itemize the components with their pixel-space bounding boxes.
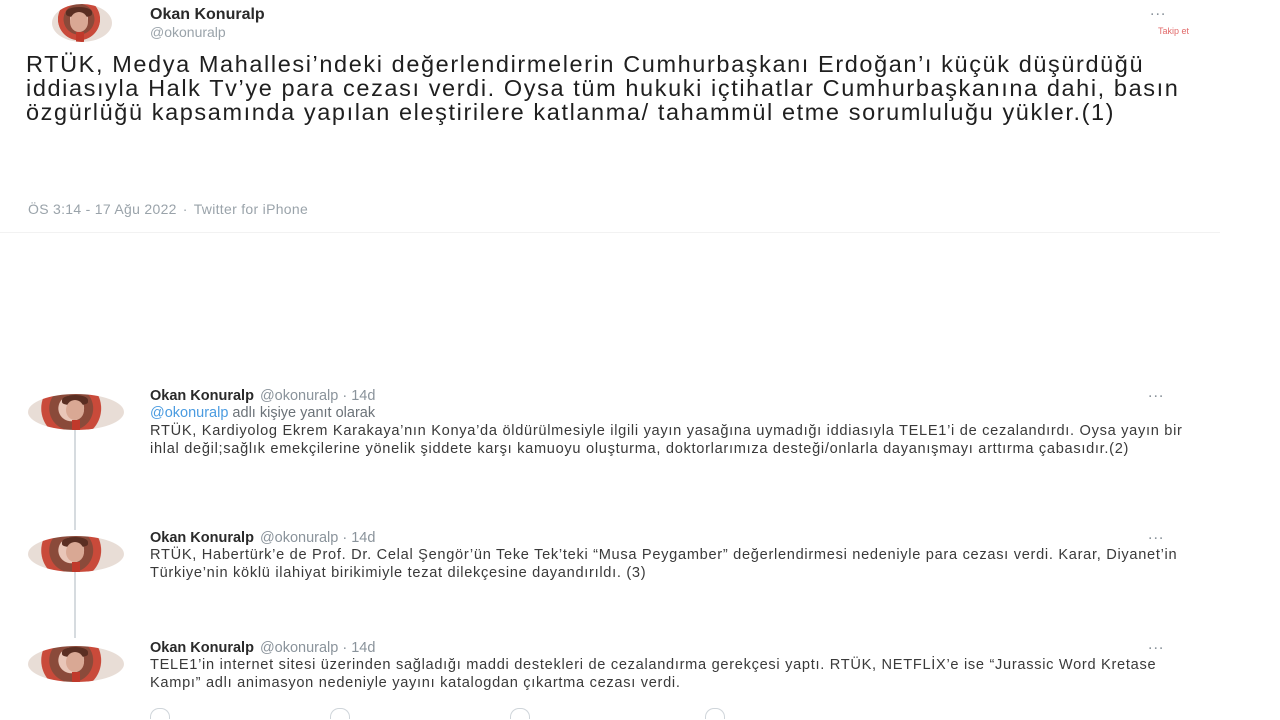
reply-avatar[interactable] — [28, 394, 124, 430]
meta-separator: · — [182, 201, 188, 217]
reply-author-handle[interactable]: @okonuralp — [259, 530, 339, 546]
reply-tweet[interactable] — [0, 526, 1210, 620]
avatar-face — [66, 400, 84, 420]
header-dot: · — [342, 388, 348, 404]
reply-actions — [150, 708, 790, 720]
reply-text: RTÜK, Habertürk’e de Prof. Dr. Celal Şengör’ün Teke Tek’teki “Musa Peygamber” değerlendirmesi nedeniyle para cezası verdi. Karar, Diyanet’in Türkiye’nin köklü ilahiyat birikimiyle tezat dilekçesine dayandırıldı. (3) — [150, 547, 1178, 581]
author-avatar[interactable] — [52, 4, 112, 42]
more-options-icon[interactable]: ... — [1150, 2, 1167, 19]
reply-text: TELE1’in internet sitesi üzerinden sağladığı maddi destekleri de cezalandırma gerekçesi yaptı. RTÜK, NETFLİX’e ise “Jurassic Word Kretase Kampı” adlı animasyon nedeniyle yayını katalogdan çıkartma cezası verdi. — [150, 657, 1157, 691]
replying-to-text: adlı kişiye yanıt olarak — [228, 405, 376, 421]
tweet-meta — [28, 201, 308, 217]
more-options-icon[interactable]: ... — [1148, 636, 1165, 653]
reply-tweet[interactable] — [0, 384, 1210, 508]
tweet-source[interactable]: Twitter for iPhone — [193, 201, 309, 217]
reply-author-handle[interactable]: @okonuralp — [259, 640, 339, 656]
reply-header — [150, 640, 375, 656]
avatar-face — [66, 652, 84, 672]
avatar-tie — [72, 672, 80, 682]
reply-timestamp[interactable]: 14d — [351, 388, 376, 404]
follow-button[interactable]: Takip et — [1158, 26, 1190, 36]
reply-author-name[interactable]: Okan Konuralp — [150, 640, 254, 656]
author-handle[interactable]: @okonuralp — [150, 24, 226, 40]
author-name[interactable]: Okan Konuralp — [150, 6, 265, 23]
reply-icon[interactable] — [150, 708, 170, 719]
reply-header — [150, 530, 375, 546]
reply-text: RTÜK, Kardiyolog Ekrem Karakaya’nın Konya’da öldürülmesiyle ilgili yayın yasağına uymadığı iddiasıyla TELE1’i de cezalandırdı. Oysa yayın bir ihlal değil;sağlık emekçilerine yönelik şiddete karşı kamuoyu oluşturma, doktorlarımıza desteği/onlarla dayanışmayı arttırma çabasıdır.(2) — [150, 423, 1183, 457]
reply-avatar[interactable] — [28, 646, 124, 682]
main-tweet — [0, 0, 1220, 230]
reply-timestamp[interactable]: 14d — [351, 530, 376, 546]
tweet-timestamp[interactable]: ÖS 3:14 - 17 Ağu 2022 — [28, 201, 177, 217]
more-options-icon[interactable]: ... — [1148, 384, 1165, 401]
more-options-icon[interactable]: ... — [1148, 526, 1165, 543]
header-dot: · — [342, 530, 348, 546]
reply-header — [150, 388, 375, 404]
reply-author-handle[interactable]: @okonuralp — [259, 388, 339, 404]
replying-to-line — [150, 405, 375, 421]
share-icon[interactable] — [705, 708, 725, 719]
avatar-face — [66, 542, 84, 562]
like-icon[interactable] — [510, 708, 530, 719]
reply-timestamp[interactable]: 14d — [351, 640, 376, 656]
avatar-tie — [72, 562, 80, 572]
avatar-tie — [72, 420, 80, 430]
divider — [0, 232, 1220, 233]
header-dot: · — [342, 640, 348, 656]
retweet-icon[interactable] — [330, 708, 350, 719]
reply-avatar[interactable] — [28, 536, 124, 572]
replying-to-mention[interactable]: @okonuralp — [150, 405, 229, 421]
avatar-tie — [76, 32, 84, 42]
tweet-text: RTÜK, Medya Mahallesi’ndeki değerlendirmelerin Cumhurbaşkanı Erdoğan’ı küçük düşürdüğü iddiasıyla Halk Tv’ye para cezası verdi. Oysa tüm hukuki içtihatlar Cumhurbaşkanına dahi, basın özgürlüğü kapsamında yapılan eleştirilere katlanma/ tahammül etme sorumluluğu yükler.(1) — [26, 51, 1180, 126]
avatar-face — [70, 12, 88, 32]
reply-author-name[interactable]: Okan Konuralp — [150, 388, 254, 404]
reply-author-name[interactable]: Okan Konuralp — [150, 530, 254, 546]
